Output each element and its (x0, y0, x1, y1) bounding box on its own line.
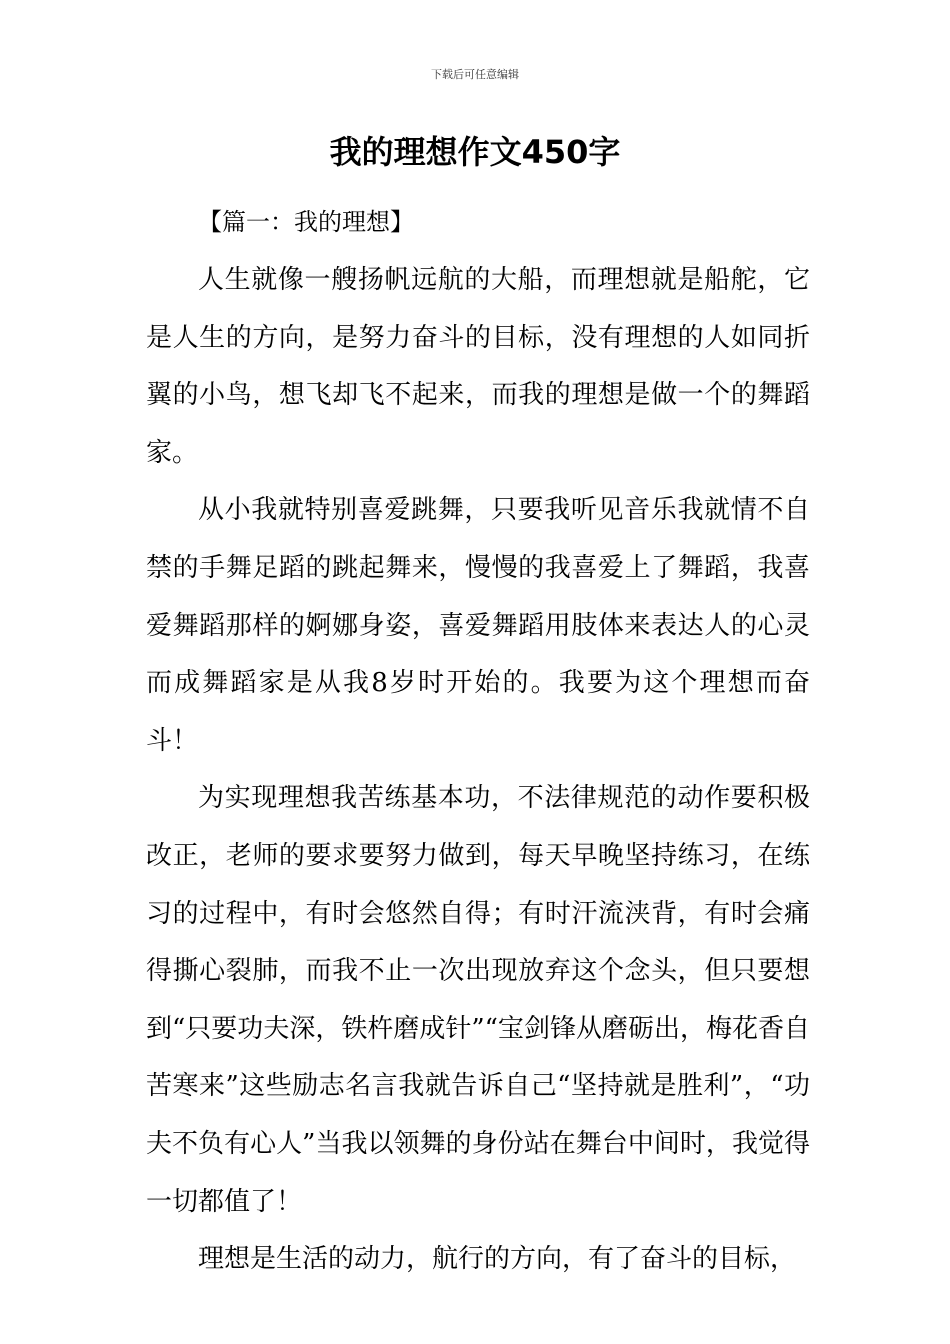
paragraph-1: 人生就像一艘扬帆远航的大船，而理想就是船舵，它是人生的方向，是努力奋斗的目标，没有理想的人如同折翼的小鸟，想飞却飞不起来，而我的理想是做一个的舞蹈家。 (146, 265, 810, 468)
document-title: 我的理想作文450字 (329, 133, 621, 171)
header-note: 下载后可任意编辑 (431, 68, 519, 81)
document-body (146, 252, 810, 1289)
paragraph-4: 理想是生活的动力，航行的方向，有了奋斗的目标， (198, 1244, 797, 1275)
section-heading: 【篇一：我的理想】 (198, 208, 414, 236)
paragraph-3: 为实现理想我苦练基本功，不法律规范的动作要积极改正，老师的要求要努力做到，每天早晚坚持练习，在练习的过程中，有时会悠然自得；有时汗流浃背，有时会痛得撕心裂肺，而我不止一次出现放弃这个念头，但只要想到“只要功夫深，铁杵磨成针”“宝剑锋从磨砺出，梅花香自苦寒来”这些励志名言我就告诉自己“坚持就是胜利”，“功夫不负有心人”当我以领舞的身份站在舞台中间时，我觉得一切都值了！ (146, 783, 810, 1217)
paragraph-2: 从小我就特别喜爱跳舞，只要我听见音乐我就情不自禁的手舞足蹈的跳起舞来，慢慢的我喜爱上了舞蹈，我喜爱舞蹈那样的婀娜身姿，喜爱舞蹈用肢体来表达人的心灵而成舞蹈家是从我8岁时开始的。我要为这个理想而奋斗！ (146, 495, 810, 756)
